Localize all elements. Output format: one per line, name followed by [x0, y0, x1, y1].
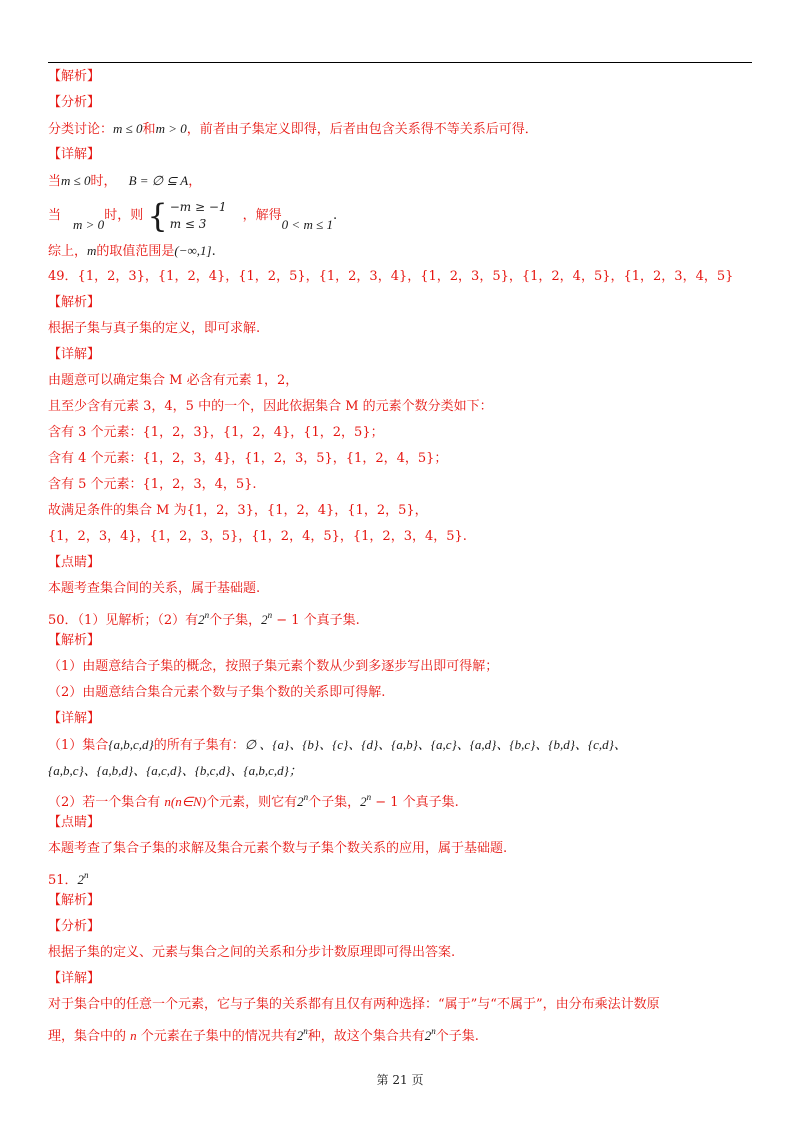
q48-fenxi-rest: ，前者由子集定义即得，后者由包含关系得不等关系后可得．	[186, 122, 538, 137]
q50-set: {a,b,c,d}	[108, 737, 154, 752]
q49-detail-4: 含有 4 个元素：{1，2，3，4}，{1，2，3，5}，{1，2，4，5}；	[48, 451, 448, 466]
q49-detail-1: 由题意可以确定集合 M 必含有元素 1，2，	[48, 373, 299, 388]
q49-detail-6: 故满足条件的集合 M 为{1，2，3}，{1，2，4}，{1，2，5}，	[48, 503, 428, 518]
q48-system-line-1: −m ≥ −1	[169, 199, 227, 214]
q48-summary-lead: 综上，	[48, 244, 88, 259]
q49-jiexi-heading: 【解析】	[48, 295, 101, 310]
q51-power	[78, 872, 89, 887]
page-footer: 第 21 页	[376, 1073, 424, 1087]
q48-case2-mid: 时，则	[104, 208, 144, 223]
q48-case2-solve: ，解得	[242, 208, 282, 223]
q51-power-base: 2	[77, 872, 85, 887]
q50-power-2-base: 2	[261, 612, 268, 627]
q50-subset-list-1: ∅ 、{a}、{b}、{c}、{d}、{a,b}、{a,c}、{a,d}、{b,c}、{b,d}、{c,d}、	[244, 737, 627, 752]
q49-detail-2: 且至少含有元素 3，4，5 中的一个，因此依据集合 M 的元素个数分类如下：	[48, 399, 493, 414]
q50-answer-mid: 个子集，	[209, 613, 262, 628]
q48-case2-prefix: 当	[48, 208, 62, 223]
q48-jiexi-heading: 【解析】	[48, 69, 101, 84]
q49-answer: 49．{1，2，3}，{1，2，4}，{1，2，5}，{1，2，3，4}，{1，2，3，5}，{1，2，4，5}，{1，2，3，4，5}	[48, 269, 734, 284]
q51-detail-2-lead: 理，集合中的	[48, 1029, 131, 1044]
q51-jiexi-heading: 【解析】	[48, 893, 101, 908]
q50-power-3-exp: n	[303, 792, 309, 802]
q50-power-4-exp: n	[366, 792, 372, 802]
q50-detail-3-mid2: 个子集，	[308, 795, 361, 810]
q50-detail-2	[48, 758, 760, 784]
q51-power-3	[425, 1028, 436, 1043]
q51-detail-2	[48, 1018, 760, 1044]
q48-case1-end: ，	[188, 174, 202, 189]
q48-system-lines	[170, 199, 227, 233]
q48-summary	[48, 238, 760, 264]
q50-detail-3-lead: （2）若一个集合有	[48, 795, 165, 810]
q48-case1-prefix: 当	[48, 174, 62, 189]
q48-case2-end: .	[332, 208, 338, 223]
q48-fenxi-text	[48, 116, 760, 142]
q50-power-2	[261, 612, 272, 627]
q50-xiangjie-heading: 【详解】	[48, 711, 101, 726]
q48-case2-result: 0 < m ≤ 1	[281, 217, 333, 232]
q51-detail-2-mid2: 种，故这个集合共有	[307, 1029, 425, 1044]
q48-and: 和	[142, 122, 156, 137]
q51-power-3-base: 2	[424, 1028, 432, 1043]
q51-xiangjie-heading: 【详解】	[48, 971, 101, 986]
q48-system-line-2: m ≤ 3	[169, 216, 207, 231]
q48-inequality-system	[147, 196, 227, 235]
q48-case2-cond: m > 0	[73, 217, 105, 232]
q50-power-3-base: 2	[297, 794, 304, 809]
q48-fenxi-heading: 【分析】	[48, 95, 101, 110]
q50-power-1-exp: n	[204, 610, 210, 620]
q51-detail-2-end: 个子集.	[435, 1029, 479, 1044]
q48-case1-expr: B = ∅ ⊆ A	[128, 173, 189, 188]
q51-power-3-exp: n	[431, 1026, 436, 1036]
q49-detail-3: 含有 3 个元素：{1，2，3}，{1，2，4}，{1，2，5}；	[48, 425, 384, 440]
q50-detail-3	[48, 784, 760, 810]
q49-detail-5: 含有 5 个元素：{1，2，3，4，5}.	[48, 477, 257, 492]
q48-case1-cond: m ≤ 0	[61, 173, 91, 188]
q49-detail-7: {1，2，3，4}，{1，2，3，5}，{1，2，4，5}，{1，2，3，4，5}.	[48, 529, 467, 544]
q50-power-1	[198, 612, 209, 627]
q50-detail-1	[48, 732, 760, 758]
q50-power-2-exp: n	[267, 610, 273, 620]
q51-answer	[48, 862, 760, 888]
q48-case1	[48, 168, 760, 194]
q48-xiangjie-heading: 【详解】	[48, 147, 101, 162]
q48-fenxi-lead: 分类讨论：	[48, 122, 114, 137]
q50-answer	[48, 602, 760, 628]
q50-answer-end: − 1 个真子集.	[272, 613, 360, 628]
q48-summary-range: (−∞,1]	[174, 243, 212, 258]
q51-detail-1: 对于集合中的任意一个元素，它与子集的关系都有且仅有两种选择：“属于”与“不属于”，由分布乘法计数原	[48, 997, 660, 1012]
q50-detail-3-end: − 1 个真子集.	[371, 795, 459, 810]
q51-n: n	[130, 1028, 137, 1043]
q50-jiexi-heading: 【解析】	[48, 633, 101, 648]
q49-dianjing-heading: 【点睛】	[48, 555, 101, 570]
q50-dianjing-text: 本题考查了集合子集的求解及集合元素个数与子集个数关系的应用，属于基础题.	[48, 841, 508, 856]
q49-jiexi-text: 根据子集与真子集的定义，即可求解.	[48, 321, 261, 336]
q51-fenxi-text: 根据子集的定义、元素与集合之间的关系和分步计数原理即可得出答案.	[48, 945, 456, 960]
q50-detail-1-mid: 的所有子集有：	[153, 738, 245, 753]
q51-power-2-exp: n	[303, 1026, 308, 1036]
q50-detail-3-mid: 个元素，则它有	[206, 795, 298, 810]
q51-detail-2-mid: 个元素在子集中的情况共有	[136, 1029, 297, 1044]
left-brace-icon: {	[147, 196, 168, 235]
q50-power-4	[360, 794, 371, 809]
q51-power-exp: n	[84, 870, 89, 880]
q49-dianjing-text: 本题考查集合间的关系，属于基础题.	[48, 581, 261, 596]
q50-power-1-base: 2	[198, 612, 205, 627]
q50-power-3	[297, 794, 308, 809]
q48-cond-le: m ≤ 0	[113, 121, 143, 136]
q50-detail-1-lead: （1）集合	[48, 738, 109, 753]
header-rule	[48, 62, 752, 63]
q51-fenxi-heading: 【分析】	[48, 919, 101, 934]
page-content	[48, 64, 760, 1044]
q49-xiangjie-heading: 【详解】	[48, 347, 101, 362]
q50-jiexi-1: （1）由题意结合子集的概念，按照子集元素个数从少到多逐步写出即可得解；	[48, 659, 499, 674]
q48-summary-mid: 的取值范围是	[96, 244, 175, 259]
q48-cond-gt: m > 0	[155, 121, 187, 136]
q51-answer-lead: 51．	[48, 873, 78, 888]
q50-power-4-base: 2	[360, 794, 367, 809]
q51-power-2-base: 2	[296, 1028, 304, 1043]
q48-case2	[48, 194, 760, 238]
q50-subset-list-2: {a,b,c}、{a,b,d}、{a,c,d}、{b,c,d}、{a,b,c,d}；	[48, 763, 302, 778]
q48-case1-mid: 时，	[90, 174, 117, 189]
q50-n-in-N: n(n∈N)	[164, 794, 207, 809]
q51-power-2	[297, 1028, 308, 1043]
q48-summary-var: m	[87, 243, 97, 258]
q48-summary-end: .	[211, 244, 216, 259]
q50-dianjing-heading: 【点睛】	[48, 815, 101, 830]
q50-jiexi-2: （2）由题意结合集合元素个数与子集个数的关系即可得解.	[48, 685, 386, 700]
q50-answer-lead: 50．（1）见解析；（2）有	[48, 613, 199, 628]
